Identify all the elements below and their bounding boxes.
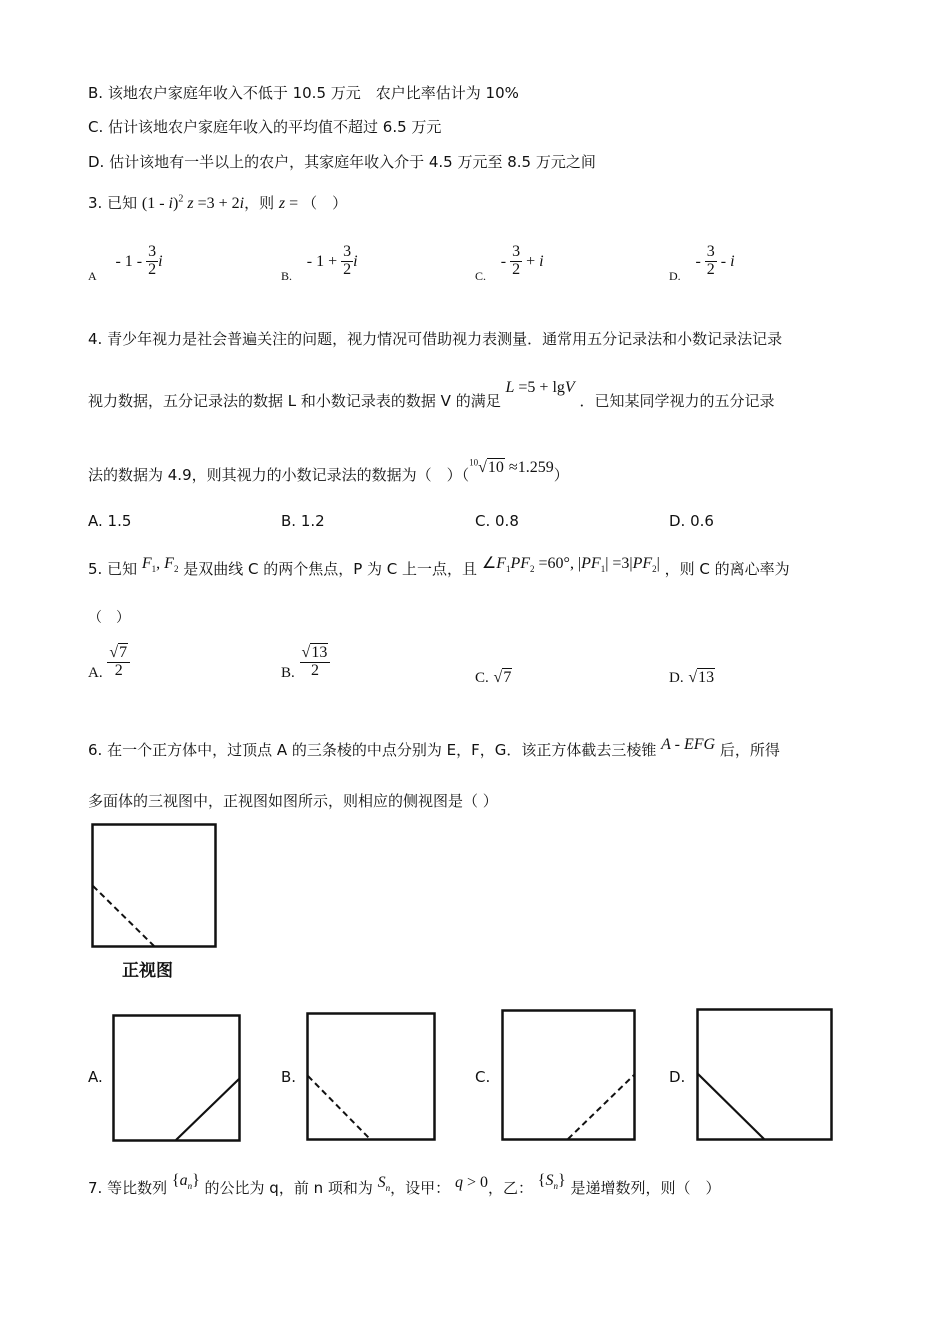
q3-option-a: $_A$ - 1 - $\frac{3}{2}$ i	[88, 243, 163, 283]
front-view-figure	[90, 822, 220, 950]
q2-option-b: B. 该地农户家庭年收入不低于 10.5 万元 农户比率估计为 10%	[88, 84, 519, 102]
q6-option-b-label: B.	[281, 1068, 297, 1086]
q3-option-b: $_{B.}$ - 1 + $\frac{3}{2}$ i	[281, 243, 358, 283]
q6-line-1: 6. 在一个正方体中，过顶点 A 的三条棱的中点分别为 E，F，G．该正方体截去三棱锥 A - EFG 后，所得	[88, 736, 780, 759]
q4-root-hint: $^{10}$√10 ≈1.259	[469, 457, 554, 476]
q4-line-3: 法的数据为 4.9，则其视力的小数记录法的数据为（ ）（$^{10}$√10 ≈1.259）	[88, 457, 569, 484]
q2-option-c: C. 估计该地农户家庭年收入的平均值不超过 6.5 万元	[88, 118, 442, 136]
q6-line-2: 多面体的三视图中，正视图如图所示，则相应的侧视图是（ ）	[88, 792, 498, 810]
q7-stem: 7. 等比数列 $\{a_n\}$ 的公比为 q，前 n 项和为 $S_n$，设甲： q > 0，乙： $\{S_n\}$ 是递增数列，则（ ）	[88, 1172, 721, 1197]
solid-edge	[176, 1079, 239, 1140]
q4-option-d: D. 0.6	[669, 512, 714, 530]
front-view-dashed-edge	[93, 886, 154, 946]
q6-option-d-label: D.	[669, 1068, 686, 1086]
solid-edge	[698, 1074, 764, 1139]
dashed-edge	[568, 1075, 634, 1139]
q6-option-b-figure	[305, 1011, 437, 1142]
q5-option-d: D. √13	[669, 669, 715, 686]
dashed-edge	[308, 1076, 370, 1139]
q2-option-d: D. 估计该地有一半以上的农户，其家庭年收入介于 4.5 万元至 8.5 万元之间	[88, 153, 596, 171]
q6-option-a-figure	[111, 1013, 242, 1143]
q3-option-d: $_{D.}$ - $\frac{3}{2}$ - i	[669, 243, 735, 283]
q4-option-b: B. 1.2	[281, 512, 325, 530]
q4-line-2: 视力数据，五分记录法的数据 L 和小数记录表的数据 V 的满足 L =5 + lgV ．已知某同学视力的五分记录	[88, 379, 775, 410]
q5-option-b: B. $\frac{√13}{2}$	[281, 645, 330, 682]
q5-option-a: A. $\frac{√7}{2}$	[88, 645, 130, 682]
q6-option-c-label: C.	[475, 1068, 491, 1086]
q3-stem: 3. 已知 (1 - i)$^2$ z =3 + 2i，则 z = （ ）	[88, 193, 348, 212]
q6-option-d-figure	[695, 1007, 834, 1142]
q6-option-a-label: A.	[88, 1068, 103, 1086]
q6-formula: A - EFG	[661, 736, 716, 753]
q6-option-c-figure	[500, 1008, 637, 1142]
front-view-square	[93, 825, 216, 947]
q3-formula: (1 - i)$^2$ z =3 + 2i	[141, 193, 245, 212]
q5-option-c: C. √7	[475, 669, 512, 686]
q4-formula: L =5 + lgV	[505, 379, 575, 396]
q4-option-a: A. 1.5	[88, 512, 132, 530]
q4-line-1: 4. 青少年视力是社会普遍关注的问题，视力情况可借助视力表测量．通常用五分记录法和小数记录法记录	[88, 330, 783, 348]
q3-option-c: $_{C.}$ - $\frac{3}{2}$ + i	[475, 243, 544, 283]
q5-blank: （ ）	[88, 610, 130, 626]
front-view-caption: 正视图	[122, 961, 173, 981]
q4-option-c: C. 0.8	[475, 512, 519, 530]
q5-stem: 5. 已知 $F_1$, $F_2$ 是双曲线 C 的两个焦点，P 为 C 上一点，且 $\angle F_1PF_2 =60^\circ$, $|PF_1| =3|PF_2|$ ，则 C 的离心率为	[88, 555, 790, 578]
q5-formula: $\angle F_1PF_2 =60^\circ$, $|PF_1| =3|PF_2|$	[481, 555, 660, 575]
